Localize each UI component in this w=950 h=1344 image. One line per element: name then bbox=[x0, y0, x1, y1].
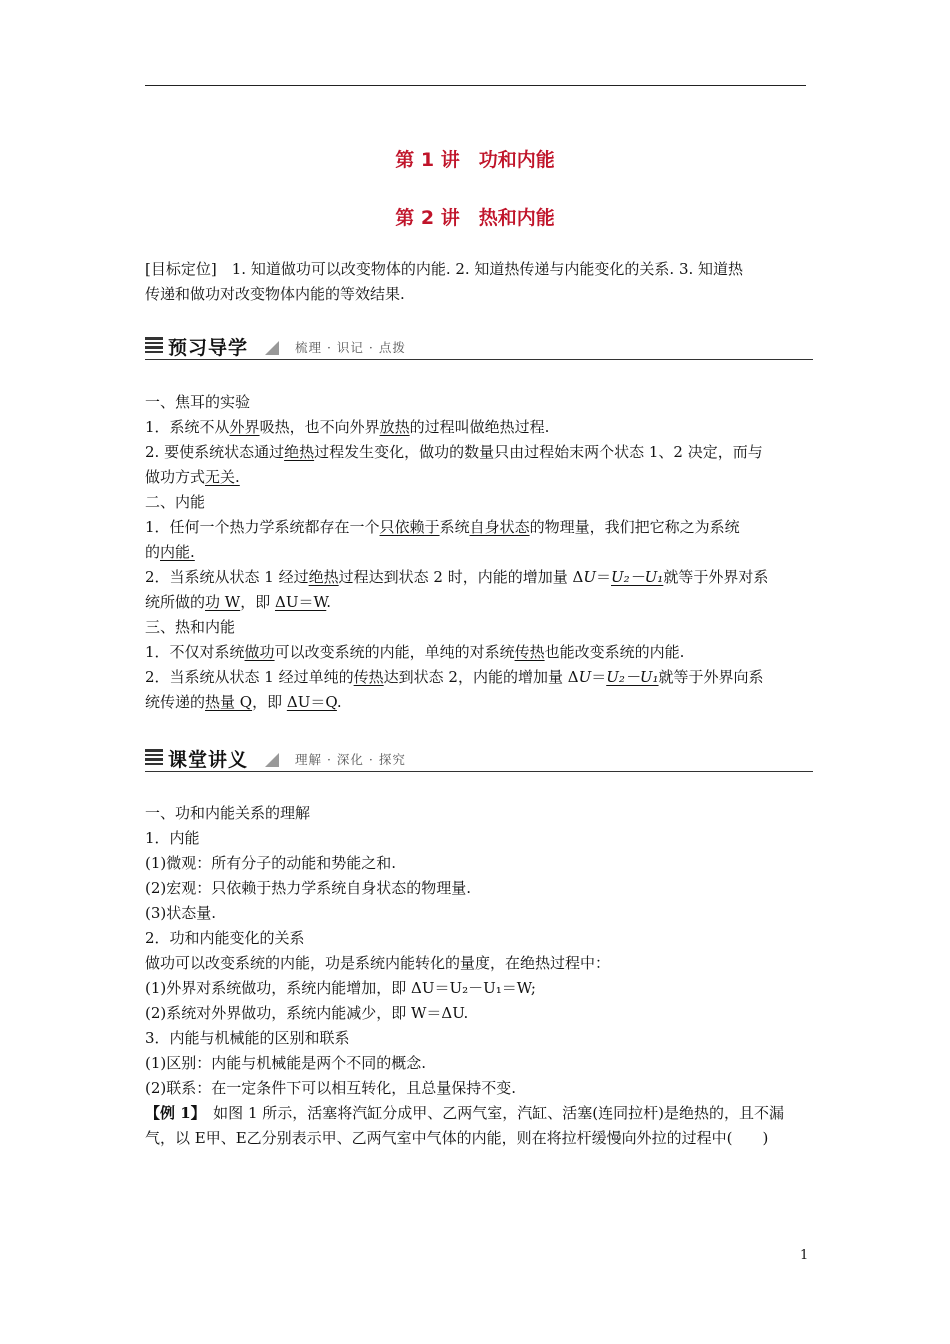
paragraph: 1．不仅对系统做功可以改变系统的内能，单纯的对系统传热也能改变系统的内能. bbox=[145, 643, 685, 661]
paragraph: 的内能. bbox=[145, 543, 195, 561]
example-question: 【例 1】 如图 1 所示，活塞将汽缸分成甲、乙两气室，汽缸、活塞(连同拉杆)是绝热的，且不漏 bbox=[145, 1104, 784, 1122]
paragraph: 2．当系统从状态 1 经过单纯的传热达到状态 2，内能的增加量 ΔU＝U₂－U₁就等于外界向系 bbox=[145, 668, 764, 686]
section-subtitle: 梳理 · 识记 · 点拨 bbox=[295, 340, 406, 355]
bars-icon bbox=[145, 337, 163, 355]
paragraph: 统所做的功 W，即 ΔU＝W. bbox=[145, 593, 332, 611]
paragraph: 1．任何一个热力学系统都存在一个只依赖于系统自身状态的物理量，我们把它称之为系统 bbox=[145, 518, 740, 536]
learning-goals: [目标定位] 1. 知道做功可以改变物体的内能. 2. 知道热传递与内能变化的关系. 3. 知道热 传递和做功对改变物体内能的等效结果. bbox=[145, 260, 744, 303]
triangle-icon bbox=[265, 753, 279, 767]
goal-label: [目标定位] bbox=[145, 260, 217, 278]
paragraph: 1．系统不从外界吸热，也不向外界放热的过程叫做绝热过程. bbox=[145, 418, 550, 436]
paragraph: 2. 要使系统状态通过绝热过程发生变化，做功的数量只由过程始末两个状态 1、2 决定，而与 bbox=[145, 443, 763, 461]
preview-section-header bbox=[145, 333, 813, 360]
lesson-title-2: 第 2 讲 热和内能 bbox=[395, 207, 555, 229]
bars-icon bbox=[145, 749, 163, 767]
lesson-title-1: 第 1 讲 功和内能 bbox=[395, 149, 555, 171]
triangle-icon bbox=[265, 341, 279, 355]
paragraph: 做功方式无关. bbox=[145, 468, 240, 486]
paragraph: 统传递的热量 Q，即 ΔU＝Q. bbox=[145, 693, 342, 711]
section-title: 课堂讲义 bbox=[168, 749, 249, 771]
preview-content: 一、焦耳的实验 1．系统不从外界吸热，也不向外界放热的过程叫做绝热过程. 2. 要使系统状态通过绝热过程发生变化，做功的数量只由过程始末两个状态 1、2 决定，而与 做功方式无关. 二、内能 1．任何一个热力学系统都存在一个只依赖于系统自身状态的物理量，我们把它称之为系统 的内能. 2．当系统从状态 1 经过绝热过程达到状态 2 时，内能的增加量 ΔU＝U₂－U₁就等于外界对系 统所做的功 W，即 ΔU＝W. 三、热和内能 1．不仅对系统做功可以改变系统的内能，单纯的对系统传热也能改变系统的内能. 2．当系统从状态 1 经过单纯的传热达到状态 2，内能的增加量 ΔU＝U₂－U₁就等于外界向系 统传递的热量 Q，即 ΔU＝Q. bbox=[145, 390, 813, 715]
section-title: 预习导学 bbox=[168, 337, 249, 359]
paragraph: 2．当系统从状态 1 经过绝热过程达到状态 2 时，内能的增加量 ΔU＝U₂－U₁就等于外界对系 bbox=[145, 568, 769, 586]
lecture-section-header bbox=[145, 745, 813, 772]
lecture-content: 一、功和内能关系的理解 1．内能 (1)微观：所有分子的动能和势能之和. (2)宏观：只依赖于热力学系统自身状态的物理量. (3)状态量. 2．功和内能变化的关系 做功可以改变系统的内能，功是系统内能转化的量度，在绝热过程中： (1)外界对系统做功，系统内能增加，即 ΔU＝U₂－U₁＝W; (2)系统对外界做功，系统内能减少，即 W＝ΔU. 3．内能与机械能的区别和联系 (1)区别：内能与机械能是两个不同的概念. (2)联系：在一定条件下可以相互转化，且总量保持不变. 【例 1】 如图 1 所示，活塞将汽缸分成甲、乙两气室，汽缸、活塞(连同拉杆)是绝热的，且不漏 气，以 E甲、E乙分别表示甲、乙两气室中气体的内能，则在将拉杆缓慢向外拉的过程中( ) bbox=[145, 801, 813, 1151]
section-subtitle: 理解 · 深化 · 探究 bbox=[295, 752, 406, 767]
top-rule bbox=[145, 85, 806, 86]
page-number: 1 bbox=[800, 1248, 809, 1263]
example-label: 【例 1】 bbox=[145, 1104, 199, 1122]
